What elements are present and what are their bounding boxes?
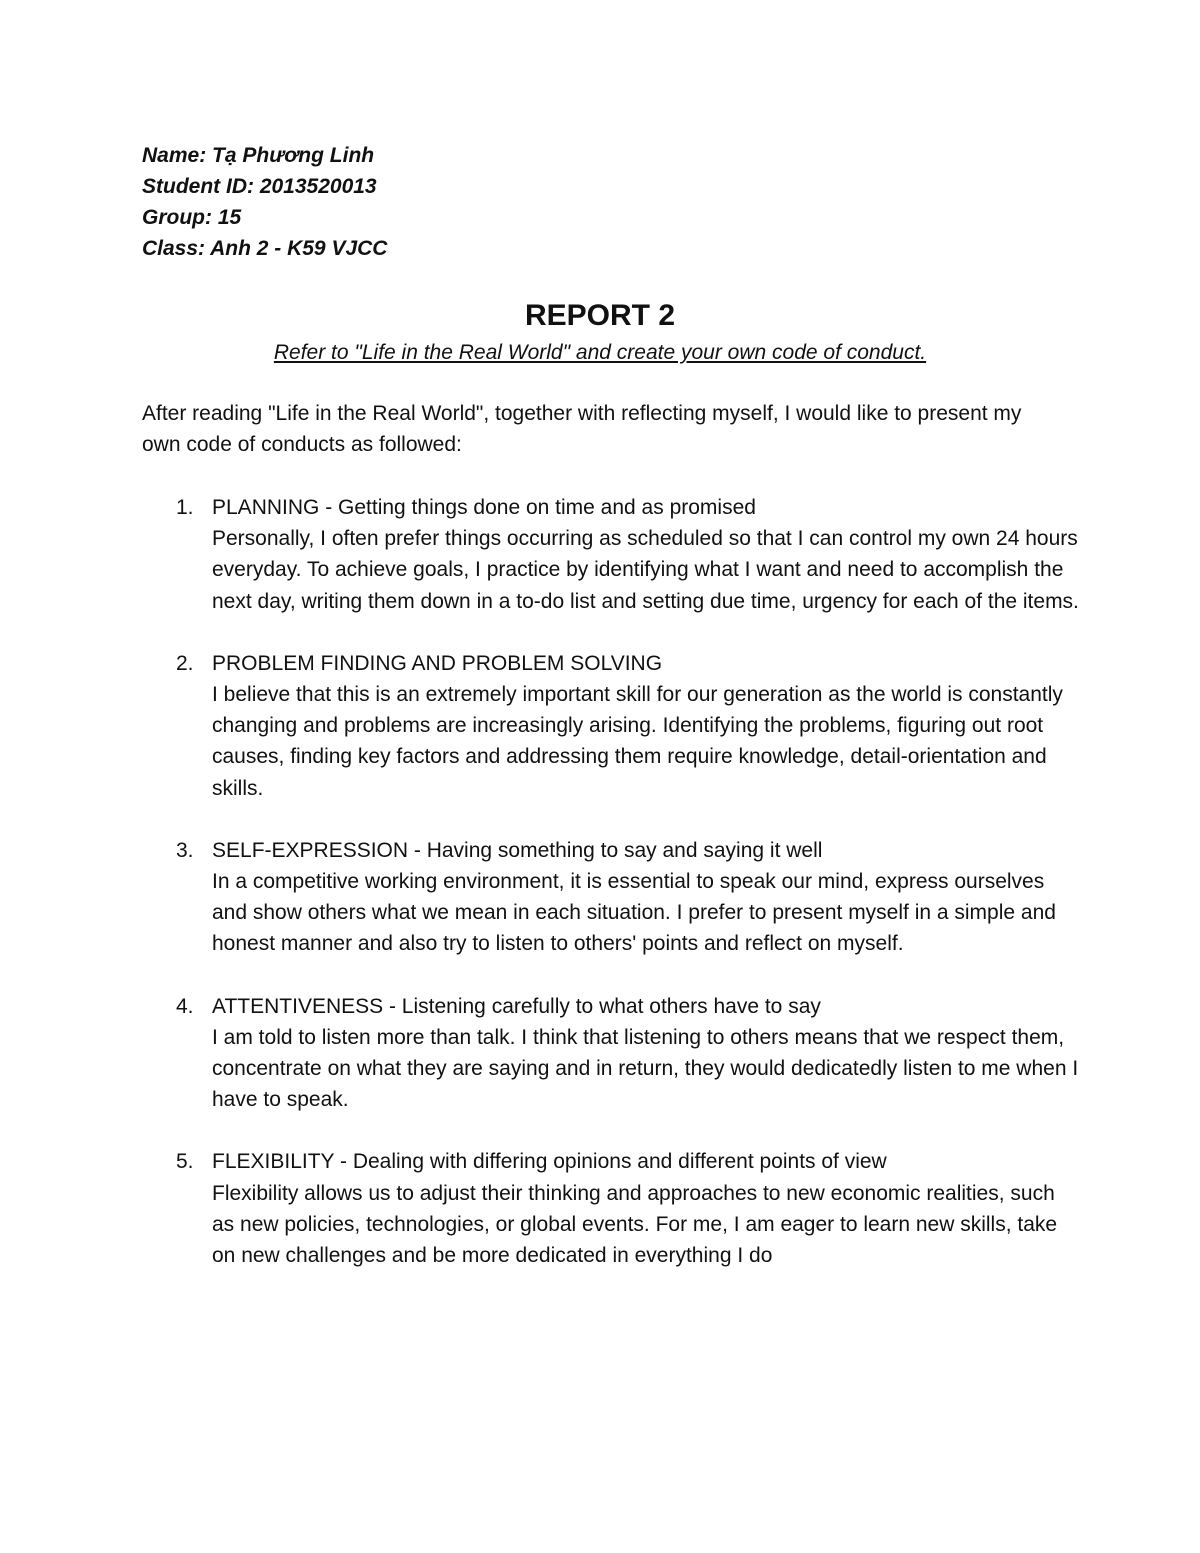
- student-group: Group: 15: [142, 206, 242, 229]
- list-item-number: 4.: [176, 994, 194, 1018]
- student-info-header: [142, 140, 387, 264]
- list-item-heading: PROBLEM FINDING AND PROBLEM SOLVING: [212, 651, 663, 675]
- code-of-conduct-list: [142, 492, 1082, 1302]
- list-item-number: 1.: [176, 496, 194, 519]
- list-item-body: Personally, I often prefer things occurring as scheduled so that I can control my own 24 hours everyday. To achieve goals, I practice by identifying what I want and need to accomplish the next day, writing them down in a to-do list and setting due time, urgency for each of the items.: [212, 527, 1079, 613]
- list-item: [142, 1146, 1082, 1271]
- list-item-body: I am told to listen more than talk. I think that listening to others means that we respect them, concentrate on what they are saying and in return, they would dedicatedly listen to me when I have to speak.: [212, 1025, 1079, 1112]
- list-item-number: 5.: [176, 1150, 194, 1174]
- list-item: [142, 991, 1082, 1116]
- list-item-number: 3.: [176, 838, 194, 862]
- student-name: Name: Tạ Phương Linh: [142, 144, 375, 167]
- list-item-heading: FLEXIBILITY - Dealing with differing opinions and different points of view: [212, 1150, 887, 1174]
- list-item-heading: PLANNING - Getting things done on time and as promised: [212, 496, 756, 519]
- list-item: [142, 648, 1082, 804]
- intro-paragraph: After reading "Life in the Real World", together with reflecting myself, I would like to present my own code of conducts as followed:: [142, 402, 1022, 457]
- list-item-body: In a competitive working environment, it is essential to speak our mind, express ourselves and show others what we mean in each situation. I prefer to present myself in a simple and honest manner and also try to listen to others' points and reflect on myself.: [212, 870, 1056, 956]
- report-title: REPORT 2: [524, 299, 676, 332]
- list-item-heading: SELF-EXPRESSION - Having something to say and saying it well: [212, 838, 823, 862]
- list-item: [142, 492, 1082, 617]
- list-item: [142, 835, 1082, 960]
- list-item-body: Flexibility allows us to adjust their thinking and approaches to new economic realities, such as new policies, technologies, or global events. For me, I am eager to learn new skills, take on new challenges and be more dedicated in everything I do: [212, 1181, 1058, 1268]
- list-item-number: 2.: [176, 651, 194, 675]
- student-id: Student ID: 2013520013: [142, 175, 377, 198]
- list-item-heading: ATTENTIVENESS - Listening carefully to what others have to say: [212, 994, 821, 1018]
- list-item-body: I believe that this is an extremely important skill for our generation as the world is constantly changing and problems are increasingly arising. Identifying the problems, figuring out root causes, finding key factors and addressing them require knowledge, detail-orientation and skills.: [212, 683, 1063, 800]
- student-class: Class: Anh 2 - K59 VJCC: [142, 237, 388, 260]
- report-subtitle: Refer to "Life in the Real World" and create your own code of conduct.: [273, 341, 927, 364]
